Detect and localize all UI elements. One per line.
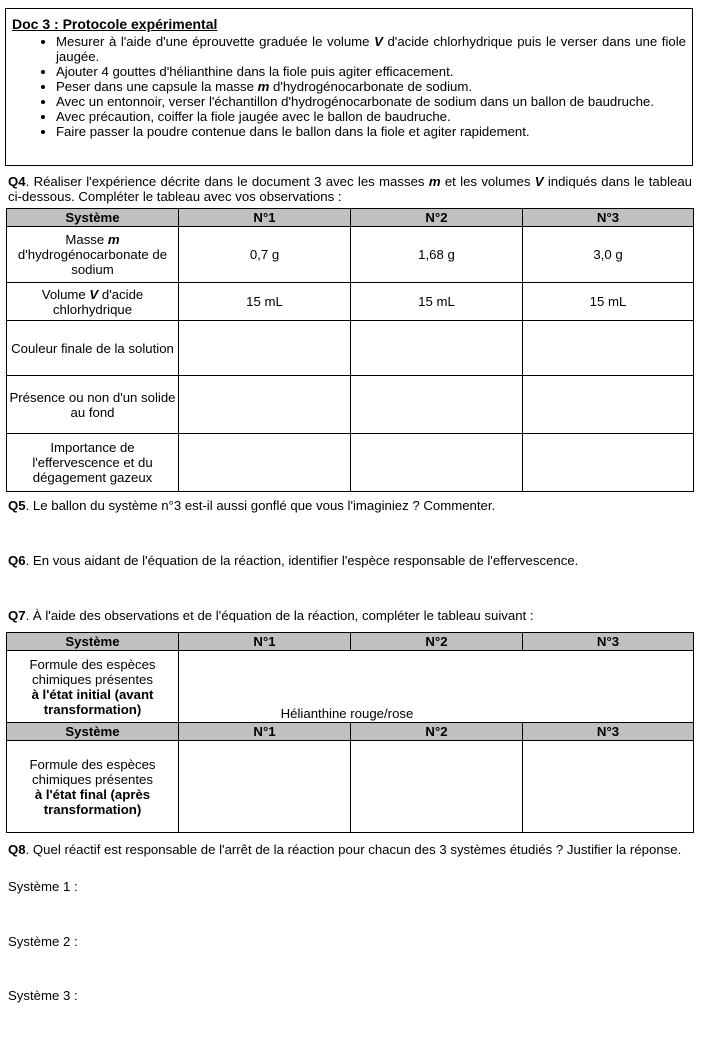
col-header-n1: N°1 xyxy=(179,723,351,741)
question-q5: Q5. Le ballon du système n°3 est-il aussi gonflé que vous l'imaginiez ? Commenter. xyxy=(8,498,496,513)
initial-state-cell[interactable] xyxy=(179,651,694,723)
protocol-step: • Mesurer à l'aide d'une éprouvette graduée le volume V d'acide chlorhydrique puis le verser dans une fiole jaugée. xyxy=(56,34,686,64)
row-label-volume: Volume V d'acide chlorhydrique xyxy=(7,283,179,321)
answer-cell[interactable] xyxy=(179,321,351,376)
row-label-color: Couleur finale de la solution xyxy=(7,321,179,376)
mass-cell: 0,7 g xyxy=(179,227,351,283)
answer-cell[interactable] xyxy=(351,321,523,376)
mass-cell: 3,0 g xyxy=(523,227,694,283)
row-label-initial-state: Formule des espèces chimiques présentes à l'état initial (avant transformation) xyxy=(7,651,179,723)
col-header-system: Système xyxy=(7,633,179,651)
col-header-n1: N°1 xyxy=(179,633,351,651)
volume-cell: 15 mL xyxy=(523,283,694,321)
col-header-system: Système xyxy=(7,209,179,227)
question-q4: Q4. Réaliser l'expérience décrite dans le document 3 avec les masses m et les volumes V indiqués dans le tableau ci-dessous. Compléter le tableau avec vos observations : xyxy=(8,174,693,204)
answer-cell[interactable] xyxy=(523,376,694,434)
col-header-n2: N°2 xyxy=(351,209,523,227)
answer-cell[interactable] xyxy=(523,321,694,376)
answer-cell[interactable] xyxy=(179,741,351,833)
answer-cell[interactable] xyxy=(523,741,694,833)
doc3-box xyxy=(5,8,693,166)
question-q7: Q7. À l'aide des observations et de l'équation de la réaction, compléter le tableau suivant : xyxy=(8,608,534,623)
answer-cell[interactable] xyxy=(351,376,523,434)
answer-cell[interactable] xyxy=(351,434,523,492)
answer-system-3: Système 3 : xyxy=(8,988,78,1003)
question-q6: Q6. En vous aidant de l'équation de la réaction, identifier l'espèce responsable de l'effervescence. xyxy=(8,553,579,568)
protocol-step: • Faire passer la poudre contenue dans le ballon dans la fiole et agiter rapidement. xyxy=(56,124,686,139)
col-header-system: Système xyxy=(7,723,179,741)
row-label-mass: Masse m d'hydrogénocarbonate de sodium xyxy=(7,227,179,283)
answer-cell[interactable] xyxy=(523,434,694,492)
row-label-effervescence: Importance de l'effervescence et du dégagement gazeux xyxy=(7,434,179,492)
answer-system-1: Système 1 : xyxy=(8,879,78,894)
col-header-n2: N°2 xyxy=(351,633,523,651)
protocol-step: • Peser dans une capsule la masse m d'hydrogénocarbonate de sodium. xyxy=(56,79,686,94)
volume-cell: 15 mL xyxy=(179,283,351,321)
protocol-step: • Avec un entonnoir, verser l'échantillon d'hydrogénocarbonate de sodium dans un ballon de baudruche. xyxy=(56,94,686,109)
protocol-list xyxy=(12,34,686,139)
mass-cell: 1,68 g xyxy=(351,227,523,283)
volume-cell: 15 mL xyxy=(351,283,523,321)
question-q8: Q8. Quel réactif est responsable de l'arrêt de la réaction pour chacun des 3 systèmes étudiés ? Justifier la réponse. xyxy=(8,842,682,857)
protocol-step: • Ajouter 4 gouttes d'hélianthine dans la fiole puis agiter efficacement. xyxy=(56,64,686,79)
row-label-final-state: Formule des espèces chimiques présentes à l'état final (après transformation) xyxy=(7,741,179,833)
col-header-n3: N°3 xyxy=(523,723,694,741)
answer-cell[interactable] xyxy=(179,376,351,434)
col-header-n2: N°2 xyxy=(351,723,523,741)
answer-cell[interactable] xyxy=(351,741,523,833)
protocol-step: • Avec précaution, coiffer la fiole jaugée avec le ballon de baudruche. xyxy=(56,109,686,124)
col-header-n1: N°1 xyxy=(179,209,351,227)
answer-cell[interactable] xyxy=(179,434,351,492)
doc3-title: Doc 3 : Protocole expérimental xyxy=(12,16,218,32)
col-header-n3: N°3 xyxy=(523,209,694,227)
row-label-solid: Présence ou non d'un solide au fond xyxy=(7,376,179,434)
species-table xyxy=(6,632,694,833)
helianthine-label: Hélianthine rouge/rose xyxy=(280,706,414,721)
col-header-n3: N°3 xyxy=(523,633,694,651)
observations-table xyxy=(6,208,694,492)
answer-system-2: Système 2 : xyxy=(8,934,78,949)
